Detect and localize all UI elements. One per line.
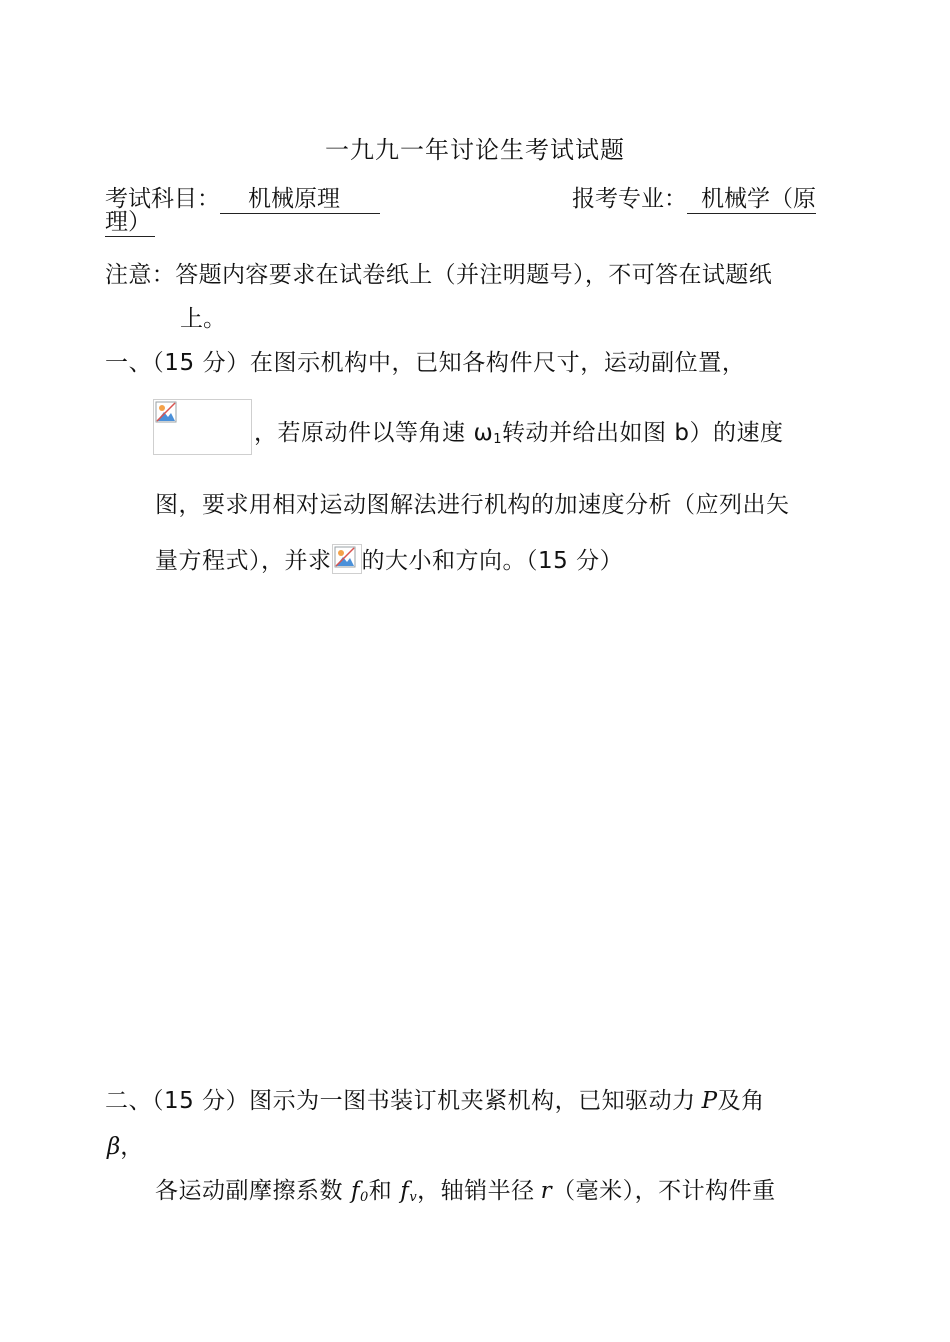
q2-line-2: β， [107, 1134, 144, 1160]
subject-label: 考试科目： [105, 186, 220, 212]
q2-line-1: 二、（15 分）图示为一图书装订机夹紧机构，已知驱动力 P及角 [105, 1088, 765, 1114]
force-P: P [701, 1088, 718, 1114]
angle-beta: β [107, 1134, 121, 1160]
major-label: 报考专业： [572, 186, 687, 212]
q1-line-4: 量方程式），并求 的大小和方向。（15 分） [155, 542, 623, 575]
q2-line-3: 各运动副摩擦系数 $f_0$和 $f_v$，轴销半径 r（毫米），不计构件重 [155, 1178, 776, 1205]
broken-image-icon [334, 546, 356, 568]
formula-image-1 [153, 399, 252, 455]
q1-line-3: 图，要求用相对运动图解法进行机构的加速度分析（应列出矢 [155, 492, 790, 518]
notice-line-1: 注意：答题内容要求在试卷纸上（并注明题号），不可答在试题纸 [105, 262, 773, 288]
formula-image-2 [332, 544, 362, 574]
major-value: 机械学（原 [687, 185, 816, 214]
q1-line-1: 一、（15 分）在图示机构中，已知各构件尺寸，运动副位置， [105, 350, 746, 376]
major-line [572, 180, 816, 214]
major-value-continued: 理） [105, 208, 155, 237]
q1-line-2: ，若原动件以等角速 $\omega_1$转动并给出如图 b）的速度 [254, 420, 784, 447]
omega-subscript: 1 [493, 432, 503, 447]
subject-value: 机械原理 [220, 185, 380, 214]
notice-line-2: 上。 [180, 306, 226, 332]
omega-symbol: ω [473, 420, 494, 446]
broken-image-icon [155, 401, 177, 423]
exam-title: 一九九一年讨论生考试试题 [325, 136, 625, 164]
